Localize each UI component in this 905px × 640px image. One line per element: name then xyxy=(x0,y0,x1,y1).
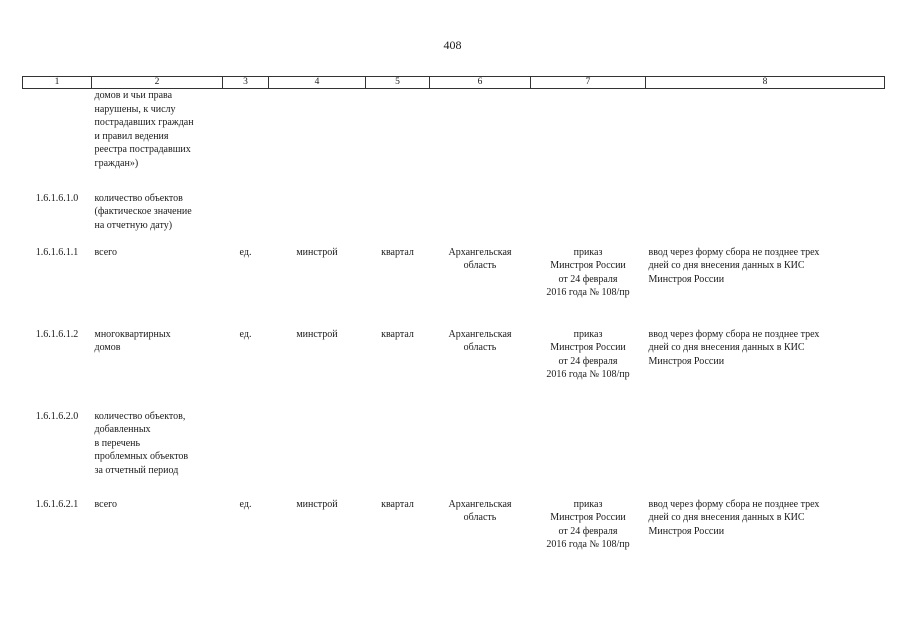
cell-source: минстрой xyxy=(296,246,338,258)
cell-level xyxy=(430,89,531,192)
cell-level: Архангельская область xyxy=(448,328,512,353)
cell-name: домов и чьи права нарушены, к числу пострадавших граждан и правил ведения реестра пострадавших граждан») xyxy=(94,90,194,169)
cell-code: 1.6.1.6.1.0 xyxy=(35,192,79,204)
cell-name: количество объектов (фактическое значение на отчетную дату) xyxy=(94,192,192,231)
cell-unit xyxy=(223,192,269,246)
indicator-table xyxy=(22,76,885,558)
cell-period xyxy=(366,192,430,246)
column-header: 5 xyxy=(366,77,430,89)
cell-code xyxy=(23,89,92,192)
cell-level: Архангельская область xyxy=(448,498,512,523)
cell-source xyxy=(269,410,366,498)
cell-basis: приказ Минстроя России от 24 февраля 2016 года № 108/пр xyxy=(546,328,630,380)
cell-code: 1.6.1.6.1.2 xyxy=(35,328,79,340)
cell-level xyxy=(430,410,531,498)
cell-level: Архангельская область xyxy=(448,246,512,271)
cell-unit: ед. xyxy=(239,246,252,258)
cell-name: всего xyxy=(94,246,118,258)
cell-method: ввод через форму сбора не позднее трех дней со дня внесения данных в КИС Минстроя России xyxy=(648,328,820,367)
column-header: 3 xyxy=(223,77,269,89)
table-row xyxy=(23,246,885,328)
cell-code: 1.6.1.6.2.1 xyxy=(35,498,79,510)
table-row xyxy=(23,192,885,246)
cell-level xyxy=(430,192,531,246)
cell-basis xyxy=(531,192,646,246)
column-header: 8 xyxy=(646,77,885,89)
cell-name: всего xyxy=(94,498,118,510)
cell-basis xyxy=(531,89,646,192)
cell-basis: приказ Минстроя России от 24 февраля 2016 года № 108/пр xyxy=(546,498,630,550)
cell-method: ввод через форму сбора не позднее трех дней со дня внесения данных в КИС Минстроя России xyxy=(648,498,820,537)
cell-source: минстрой xyxy=(296,328,338,340)
table-row xyxy=(23,328,885,410)
cell-unit: ед. xyxy=(239,328,252,340)
column-header: 4 xyxy=(269,77,366,89)
column-header: 6 xyxy=(430,77,531,89)
cell-source: минстрой xyxy=(296,498,338,510)
cell-source xyxy=(269,192,366,246)
cell-period xyxy=(366,410,430,498)
table-row xyxy=(23,498,885,558)
cell-period xyxy=(366,89,430,192)
cell-unit xyxy=(223,410,269,498)
cell-method: ввод через форму сбора не позднее трех дней со дня внесения данных в КИС Минстроя России xyxy=(648,246,820,285)
cell-source xyxy=(269,89,366,192)
table-row xyxy=(23,410,885,498)
cell-method xyxy=(646,192,885,246)
cell-code: 1.6.1.6.1.1 xyxy=(35,246,79,258)
cell-method xyxy=(646,410,885,498)
cell-period: квартал xyxy=(381,246,414,258)
cell-basis: приказ Минстроя России от 24 февраля 2016 года № 108/пр xyxy=(546,246,630,298)
cell-unit xyxy=(223,89,269,192)
cell-unit: ед. xyxy=(239,498,252,510)
cell-name: многоквартирных домов xyxy=(94,328,171,353)
cell-method xyxy=(646,89,885,192)
page-number: 408 xyxy=(443,38,462,52)
header-row xyxy=(23,77,885,89)
table-row xyxy=(23,89,885,192)
cell-basis xyxy=(531,410,646,498)
cell-name: количество объектов, добавленных в перечень проблемных объектов за отчетный период xyxy=(94,410,189,476)
column-header: 1 xyxy=(23,77,92,89)
cell-period: квартал xyxy=(381,498,414,510)
cell-period: квартал xyxy=(381,328,414,340)
cell-code: 1.6.1.6.2.0 xyxy=(35,410,79,422)
column-header: 2 xyxy=(92,77,223,89)
column-header: 7 xyxy=(531,77,646,89)
